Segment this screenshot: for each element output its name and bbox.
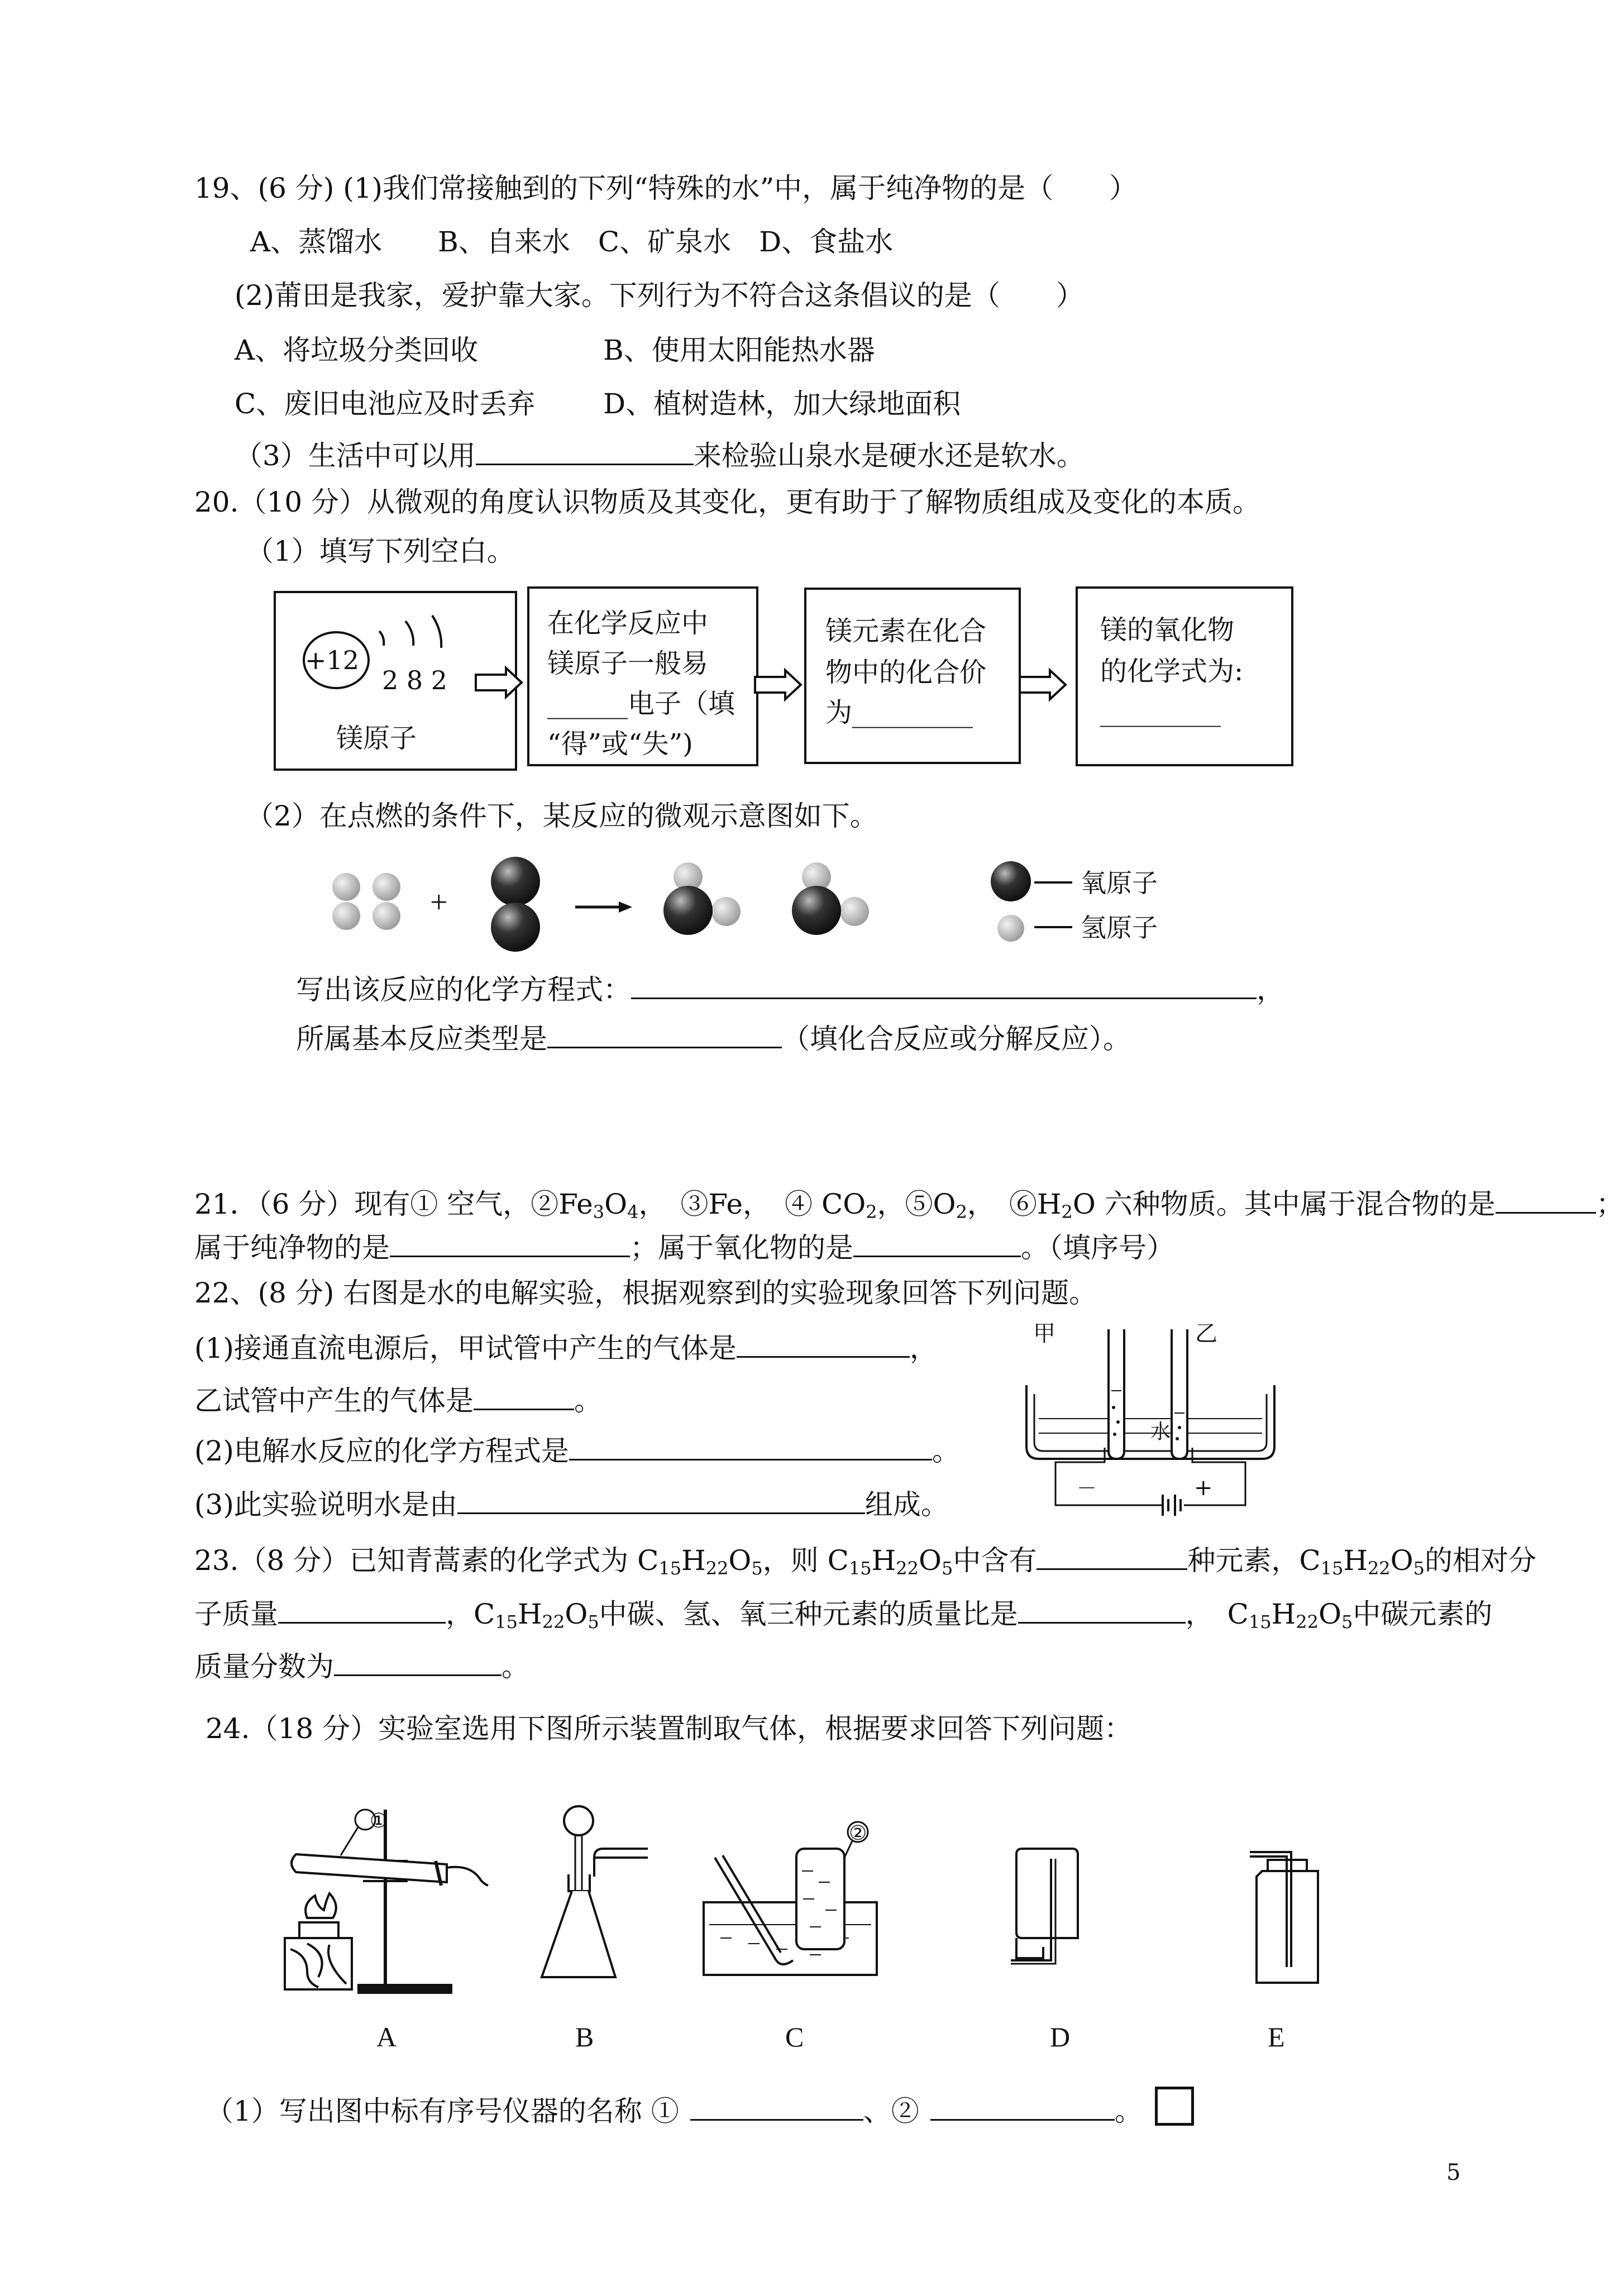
hydrogen-atom-legend-icon bbox=[997, 915, 1024, 942]
q22-stem: 22、(8 分) 右图是水的电解实验，根据观察到的实验现象回答下列问题。 bbox=[194, 1277, 1097, 1309]
q20-stem: 20.（10 分）从微观的角度认识物质及其变化，更有助于了解物质组成及变化的本质。 bbox=[194, 486, 1261, 518]
mark-1: ① bbox=[370, 1810, 388, 1832]
q22-part3: (3)此实验说明水是由 组成。 bbox=[194, 1488, 949, 1521]
mark-2: ② bbox=[849, 1822, 867, 1844]
apparatus-label-e: E bbox=[1268, 2021, 1285, 2053]
q19-stem: 19、(6 分) (1)我们常接触到的下列“特殊的水”中，属于纯净物的是（ ） bbox=[194, 172, 1138, 204]
water-electrolysis-apparatus bbox=[1022, 1321, 1290, 1508]
apparatus-b-flask bbox=[536, 1793, 659, 1994]
apparatus-label-d: D bbox=[1050, 2021, 1071, 2053]
q20-equation: 写出该反应的化学方程式： ， bbox=[296, 973, 1284, 1006]
water-molecule bbox=[663, 862, 741, 935]
answer-blank[interactable] bbox=[690, 2094, 863, 2121]
oxide-formula-box: 镁的氧化物 的化学式为: _________ bbox=[1076, 586, 1293, 766]
answer-blank[interactable] bbox=[569, 1434, 932, 1461]
answer-blank[interactable] bbox=[930, 2094, 1115, 2121]
answer-blank[interactable] bbox=[474, 1384, 574, 1410]
oxygen-atom-legend-icon bbox=[991, 861, 1031, 901]
reaction-micro-diagram bbox=[313, 855, 1150, 961]
label-negative: － bbox=[1077, 1477, 1097, 1500]
legend-oxygen: 氧原子 bbox=[1081, 868, 1158, 898]
atom-electron-shells: 2 8 2 bbox=[382, 665, 448, 695]
q23-line3: 质量分数为 。 bbox=[194, 1650, 529, 1683]
hydrogen-molecules bbox=[332, 873, 400, 930]
answer-blank[interactable] bbox=[278, 1597, 446, 1624]
q22-part1b: 乙试管中产生的气体是 。 bbox=[194, 1385, 602, 1417]
q21-line1: 21．（6 分）现有① 空气，$②Fe_3O_4$， ③Fe， ④ $CO_2$，$⑤O_2$， $⑥H_2O$ 六种物质。其中属于混合物的是 ； bbox=[194, 1188, 1624, 1223]
answer-blank[interactable] bbox=[1018, 1597, 1186, 1624]
label-yi: 乙 bbox=[1195, 1321, 1217, 1347]
plus-sign: + bbox=[430, 885, 448, 920]
answer-blank[interactable] bbox=[390, 1231, 630, 1257]
q20-part2: （2）在点燃的条件下，某反应的微观示意图如下。 bbox=[246, 800, 878, 832]
q22-part1: (1)接通直流电源后，甲试管中产生的气体是 ， bbox=[194, 1332, 938, 1364]
apparatus-e-gas-bottle bbox=[1240, 1838, 1340, 2005]
answer-blank[interactable] bbox=[737, 1331, 910, 1358]
q21-line2: 属于纯净物的是 ；属于氧化物的是 。（填序号） bbox=[194, 1232, 1174, 1264]
q20-reaction-type: 所属基本反应类型是 （填化合反应或分解反应）。 bbox=[296, 1023, 1131, 1055]
q19-part3: （3）生活中可以用 来检验山泉水是硬水还是软水。 bbox=[235, 440, 1085, 472]
q23-line1: 23.（8 分）已知青蒿素的化学式为 $C_{15}H_{22}O_5$，则 $C_{15}H_{22}O_5$中含有 种元素，$C_{15}H_{22}O_5$的相对分 bbox=[194, 1544, 1537, 1579]
apparatus-label-b: B bbox=[575, 2021, 594, 2053]
q23-line2: 子质量 ，$C_{15}H_{22}O_5$中碳、氢、氧三种元素的质量比是 ， $C_{15}H_{22}O_5$中碳元素的 bbox=[194, 1598, 1493, 1633]
answer-blank[interactable] bbox=[1496, 1187, 1596, 1214]
q22-part2: (2)电解水反应的化学方程式是 。 bbox=[194, 1435, 960, 1467]
arrow-icon bbox=[474, 666, 524, 699]
label-water: 水 bbox=[1150, 1420, 1171, 1443]
answer-blank[interactable] bbox=[457, 1488, 865, 1514]
reaction-box: 在化学反应中 镁原子一般易 ______电子（填 “得”或“失”) bbox=[527, 586, 758, 766]
apparatus-label-a: A bbox=[376, 2021, 397, 2053]
atom-label: 镁原子 bbox=[336, 723, 417, 754]
q19-option-b: B、使用太阳能热水器 bbox=[603, 334, 875, 366]
atom-nucleus: +12 bbox=[305, 645, 360, 675]
label-positive: + bbox=[1194, 1475, 1213, 1501]
apparatus-d-gas-bottle bbox=[1000, 1838, 1100, 2005]
answer-blank[interactable] bbox=[547, 1022, 782, 1048]
q19-part2-stem: (2)莆田是我家，爱护靠大家。下列行为不符合这条倡议的是（ ） bbox=[235, 279, 1084, 312]
answer-blank[interactable] bbox=[476, 439, 694, 465]
q19-option-d: D、植树造林，加大绿地面积 bbox=[603, 388, 961, 420]
answer-blank[interactable] bbox=[853, 1231, 1021, 1257]
q19-part1-options: A、蒸馏水 B、自来水 C、矿泉水 D、食盐水 bbox=[250, 226, 894, 258]
answer-blank[interactable] bbox=[1037, 1544, 1187, 1570]
q20-part1: （1）填写下列空白。 bbox=[246, 535, 515, 567]
answer-checkbox[interactable] bbox=[1155, 2087, 1194, 2126]
q24-part1: （1）写出图中标有序号仪器的名称 ① 、② 。 bbox=[206, 2095, 1143, 2127]
water-molecule bbox=[792, 862, 869, 935]
legend-hydrogen: 氢原子 bbox=[1081, 913, 1158, 943]
q24-stem: 24.（18 分）实验室选用下图所示装置制取气体，根据要求回答下列问题： bbox=[206, 1712, 1133, 1745]
oxygen-molecule bbox=[491, 857, 540, 952]
answer-blank[interactable] bbox=[334, 1650, 501, 1676]
valence-box: 镁元素在化合 物中的化合价 为_________ bbox=[804, 588, 1021, 764]
arrow-icon bbox=[1018, 668, 1068, 701]
page-number: 5 bbox=[1446, 2160, 1461, 2185]
q19-option-c: C、废旧电池应及时丢弃 bbox=[235, 388, 536, 420]
arrow-icon bbox=[753, 668, 803, 701]
apparatus-label-c: C bbox=[785, 2021, 804, 2053]
label-jia: 甲 bbox=[1033, 1321, 1055, 1347]
q19-option-a: A、将垃圾分类回收 bbox=[235, 334, 479, 366]
answer-blank[interactable] bbox=[631, 973, 1257, 999]
